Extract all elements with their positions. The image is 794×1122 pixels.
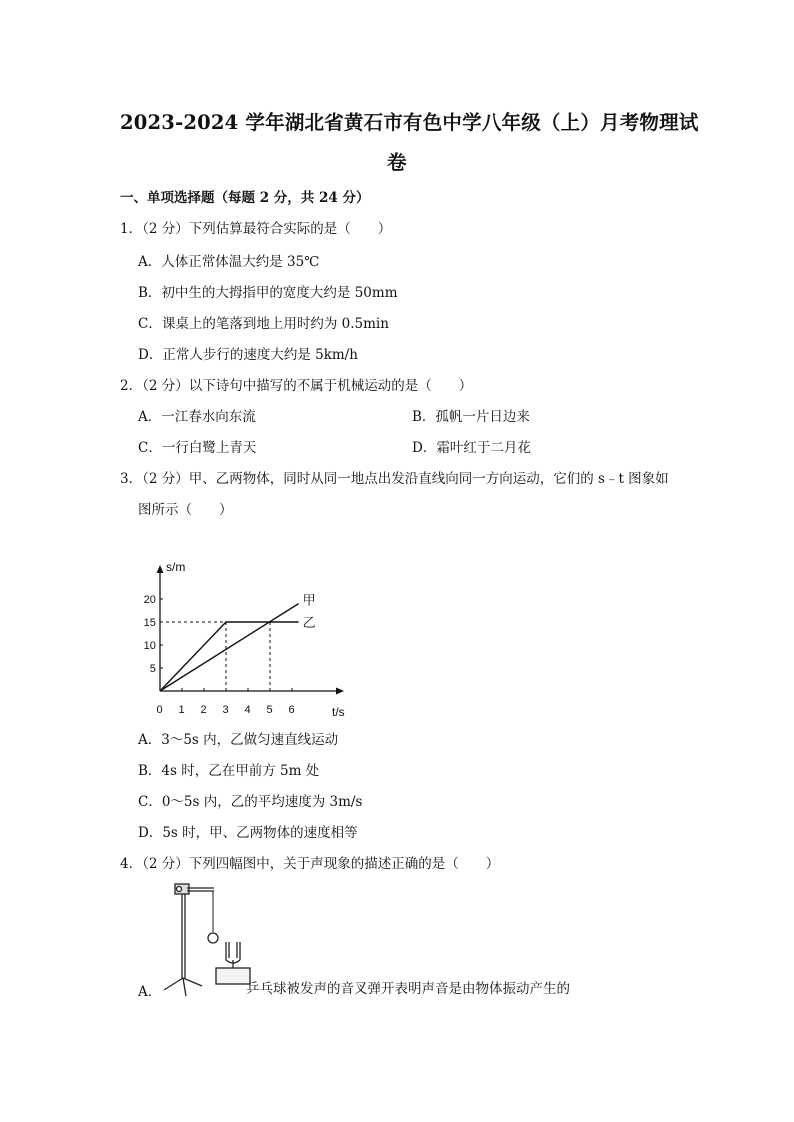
series-line-yi xyxy=(160,622,299,691)
y-tick-label-10: 10 xyxy=(143,640,156,652)
q2-option-b: B．孤帆一片日边来 xyxy=(412,409,530,425)
q1-option-d: D．正常人步行的速度大约是 5km/h xyxy=(138,347,358,363)
q4-stem: 4．（2 分）下列四幅图中，关于声现象的描述正确的是（ ） xyxy=(120,856,500,872)
q1-option-b: B．初中生的大拇指甲的宽度大约是 50mm xyxy=(138,285,398,301)
x-axis-label: t/s xyxy=(332,705,345,719)
x-tick-label-6: 6 xyxy=(288,704,295,716)
q2-option-c: C．一行白鹭上青天 xyxy=(138,440,257,456)
q3-option-c: C．0～5s 内，乙的平均速度为 3m/s xyxy=(138,794,363,810)
q3-option-d: D．5s 时，甲、乙两物体的速度相等 xyxy=(138,825,358,841)
x-tick-label-4: 4 xyxy=(244,704,251,716)
q3-option-a: A．3～5s 内，乙做匀速直线运动 xyxy=(138,732,339,748)
st-graph xyxy=(138,555,368,725)
x-tick-label-1: 1 xyxy=(178,704,185,716)
q2-stem: 2．（2 分）以下诗句中描写的不属于机械运动的是（ ） xyxy=(120,378,473,394)
q4-option-a-text: 乒乓球被发声的音叉弹开表明声音是由物体振动产生的 xyxy=(246,981,570,997)
x-axis-arrow xyxy=(336,688,344,695)
section-heading: 一、单项选择题（每题 2 分，共 24 分） xyxy=(120,190,370,206)
q2-option-d: D．霜叶红于二月花 xyxy=(412,440,531,456)
y-tick-label-5: 5 xyxy=(149,663,156,675)
tuning-fork-pingpong-illustration xyxy=(158,880,258,1000)
series-line-jia xyxy=(160,604,299,691)
q2-option-a: A．一江春水向东流 xyxy=(138,409,256,425)
x-tick-label-5: 5 xyxy=(266,704,273,716)
q3-stem-line1: 3．（2 分）甲、乙两物体，同时从同一地点出发沿直线向同一方向运动，它们的 s﹣t 图象如 xyxy=(120,471,669,487)
x-tick-label-3: 3 xyxy=(222,704,229,716)
series-label-jia: 甲 xyxy=(302,592,316,608)
exam-title-line1: 2023-2024 学年湖北省黄石市有色中学八年级（上）月考物理试 xyxy=(120,111,699,134)
series-label-yi: 乙 xyxy=(302,615,316,630)
q1-stem: 1．（2 分）下列估算最符合实际的是（ ） xyxy=(120,221,392,237)
y-axis-label: s/m xyxy=(166,560,186,574)
y-tick-label-15: 15 xyxy=(143,617,156,629)
exam-title-line2: 卷 xyxy=(387,151,407,174)
y-tick-label-20: 20 xyxy=(143,594,156,606)
y-axis-arrow xyxy=(157,565,164,573)
q1-option-c: C．课桌上的笔落到地上用时约为 0.5min xyxy=(138,316,389,332)
x-tick-label-2: 2 xyxy=(200,704,207,716)
x-tick-label-0: 0 xyxy=(156,704,163,716)
q3-stem-line2: 图所示（ ） xyxy=(138,502,233,518)
q1-option-a: A．人体正常体温大约是 35℃ xyxy=(138,254,320,270)
q3-option-b: B．4s 时，乙在甲前方 5m 处 xyxy=(138,763,320,779)
q4-option-a-letter: A． xyxy=(138,984,162,1000)
